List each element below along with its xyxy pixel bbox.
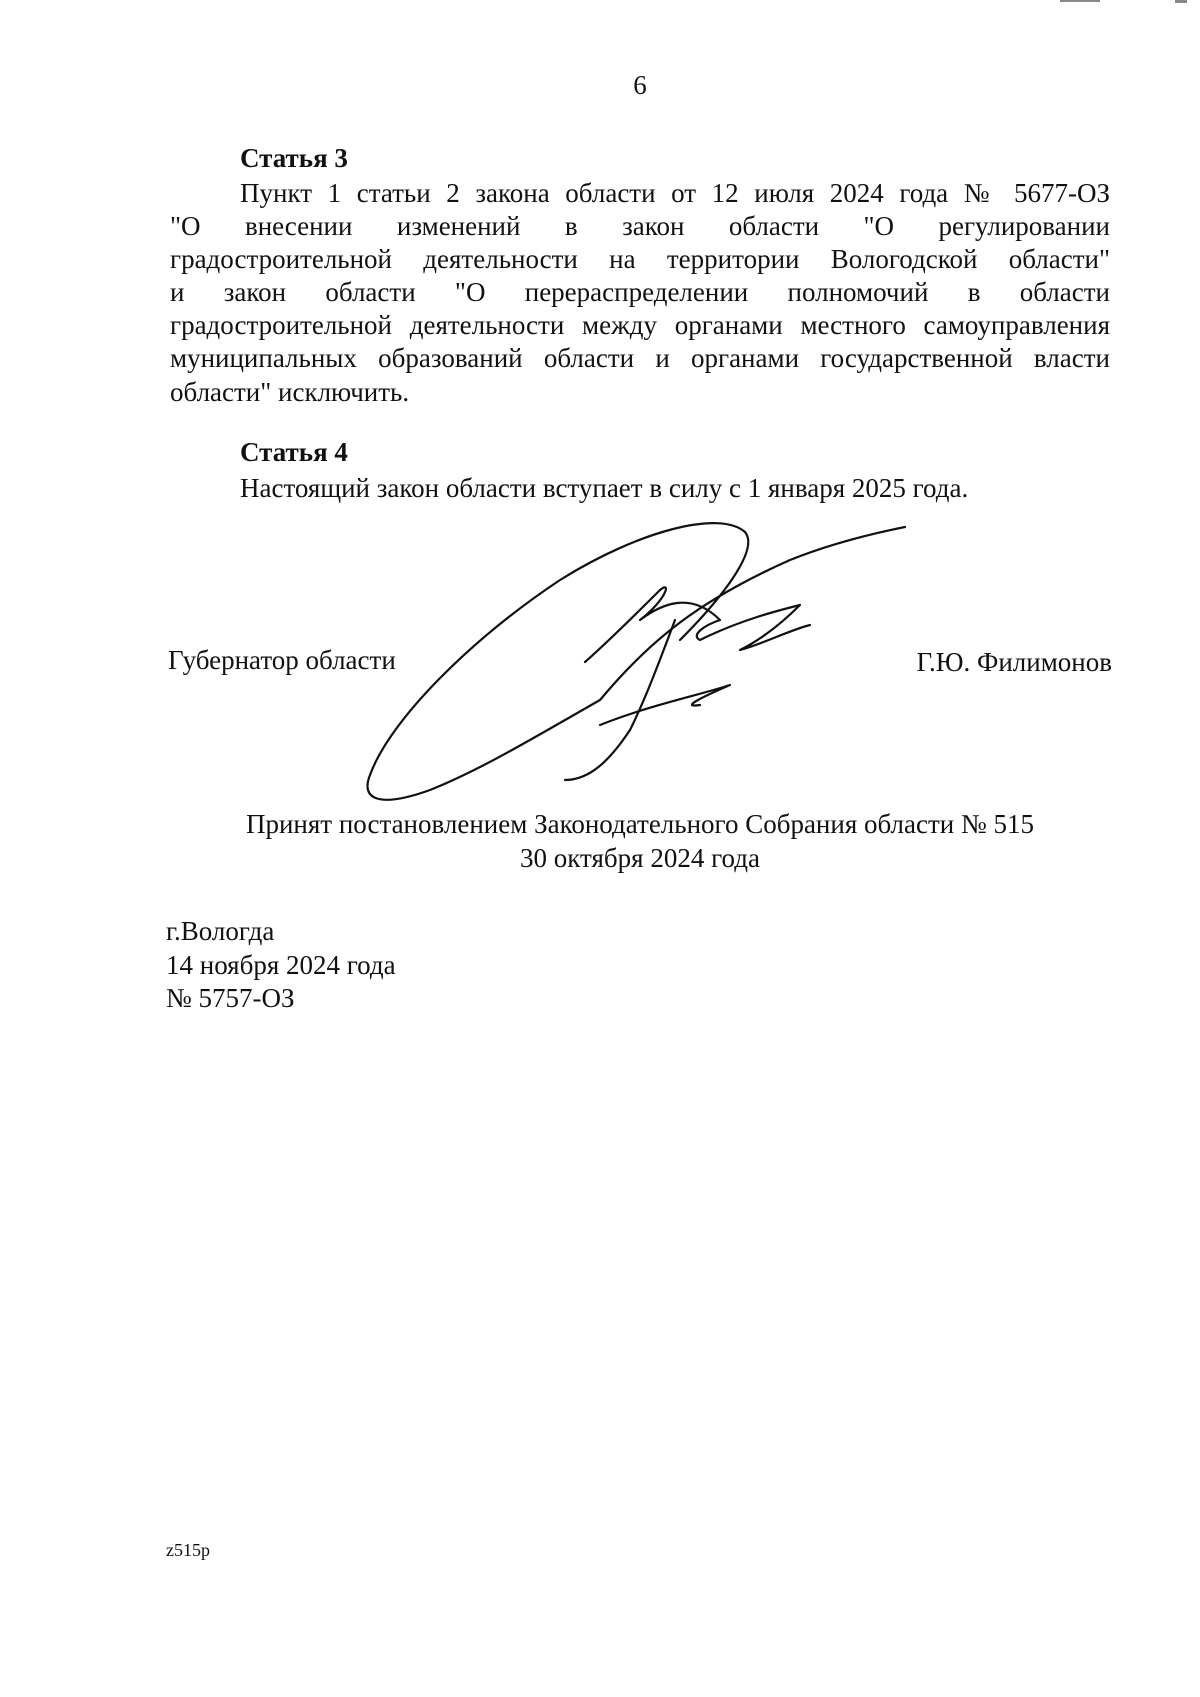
page-number: 6 bbox=[633, 70, 647, 100]
signing-date: 14 ноября 2024 года bbox=[166, 950, 396, 980]
signature-low-stroke bbox=[600, 685, 730, 725]
article-3-heading: Статья 3 bbox=[240, 143, 348, 173]
signature-slash-stroke bbox=[565, 620, 675, 780]
article-3-line: и закон области "О перераспределении полномочий в области bbox=[170, 277, 1110, 307]
article-3-line-last: области" исключить. bbox=[170, 377, 410, 407]
article-3-line: "О внесении изменений в закон области "О регулировании bbox=[170, 211, 1110, 241]
signature-zigzag-stroke bbox=[585, 587, 810, 662]
article-3-line: муниципальных образований области и органами государственной власти bbox=[170, 343, 1110, 373]
article-3-line: градостроительной деятельности на территории Вологодской области" bbox=[170, 244, 1110, 274]
document-code: z515p bbox=[166, 1540, 210, 1560]
article-4-text: Настоящий закон области вступает в силу с 1 января 2025 года. bbox=[240, 473, 969, 503]
signatory-name: Г.Ю. Филимонов bbox=[916, 647, 1112, 677]
signatory-position: Губернатор области bbox=[168, 645, 396, 675]
article-4-heading: Статья 4 bbox=[240, 437, 348, 467]
adoption-date: 30 октября 2024 года bbox=[520, 843, 760, 873]
article-3-line: градостроительной деятельности между органами местного самоуправления bbox=[170, 310, 1110, 340]
signature-loop-stroke bbox=[368, 523, 906, 800]
law-number: № 5757-ОЗ bbox=[166, 983, 295, 1013]
adoption-line: Принят постановлением Законодательного Собрания области № 515 bbox=[245, 809, 1035, 839]
article-3-line: Пункт 1 статьи 2 закона области от 12 июля 2024 года № 5677-ОЗ bbox=[240, 178, 1110, 208]
city: г.Вологда bbox=[166, 916, 275, 946]
